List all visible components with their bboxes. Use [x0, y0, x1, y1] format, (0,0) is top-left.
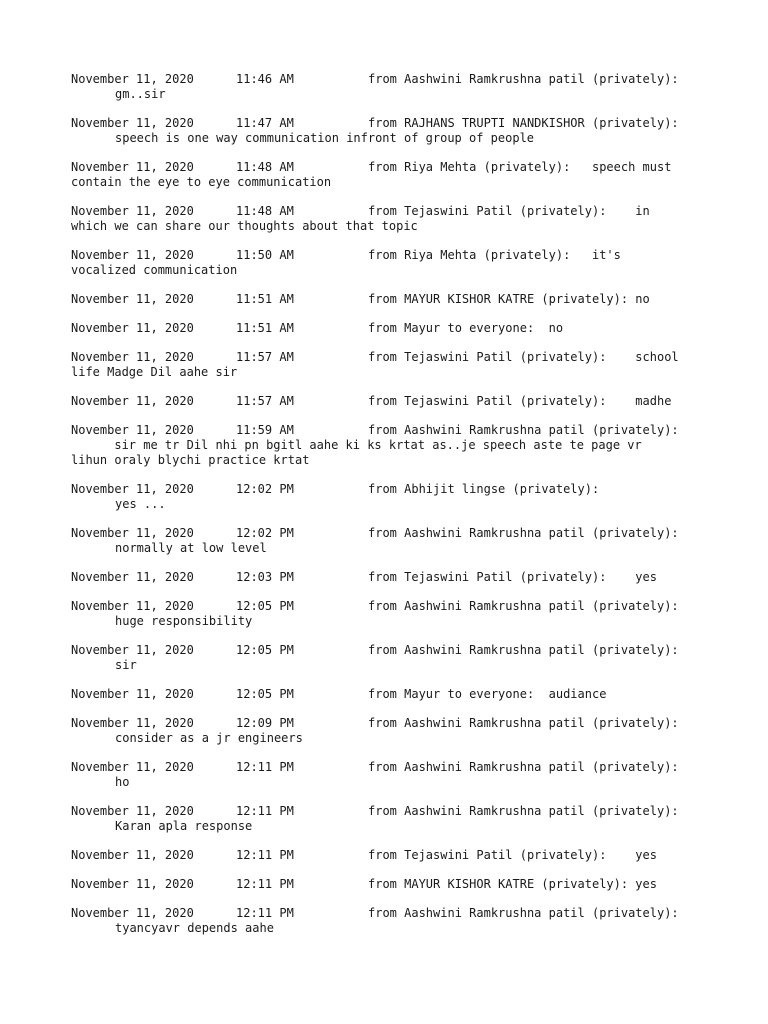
chat-entry [71, 248, 711, 278]
chat-entry [71, 906, 711, 936]
entry-header [71, 394, 711, 409]
entry-header [71, 687, 711, 702]
entry-time: 12:11 PM [236, 804, 294, 818]
entry-header [71, 716, 711, 731]
entry-time: 11:48 AM [236, 204, 294, 218]
entry-message-line: normally at low level [115, 541, 267, 555]
entry-time: 11:47 AM [236, 116, 294, 130]
entry-date: November 11, 2020 [71, 760, 194, 774]
entry-sender-line: from RAJHANS TRUPTI NANDKISHOR (privately): [368, 116, 679, 130]
entry-date: November 11, 2020 [71, 643, 194, 657]
entry-date: November 11, 2020 [71, 570, 194, 584]
entry-header [71, 570, 711, 585]
entry-message-line: sir [115, 658, 137, 672]
entry-time: 11:51 AM [236, 321, 294, 335]
chat-entry [71, 760, 711, 790]
entry-sender-line: from Mayur to everyone: no [368, 321, 564, 335]
chat-entry [71, 526, 711, 556]
entry-sender-line: from MAYUR KISHOR KATRE (privately): yes [368, 877, 657, 891]
entry-sender-line: from Abhijit lingse (privately): [368, 482, 600, 496]
entry-sender-line: from Aashwini Ramkrushna patil (privately): [368, 906, 679, 920]
entry-header [71, 804, 711, 819]
entry-header [71, 877, 711, 892]
entry-header [71, 292, 711, 307]
entry-message-line: speech is one way communication infront of group of people [115, 131, 535, 145]
entry-header [71, 160, 711, 175]
entry-message-line: lihun oraly blychi practice krtat [71, 453, 310, 467]
entry-time: 11:57 AM [236, 350, 294, 364]
chat-entry [71, 72, 711, 102]
entry-message-line: gm..sir [115, 87, 166, 101]
entry-header [71, 599, 711, 614]
chat-entry [71, 643, 711, 673]
entry-time: 11:50 AM [236, 248, 294, 262]
chat-entry [71, 160, 711, 190]
entry-sender-line: from Mayur to everyone: audiance [368, 687, 607, 701]
chat-entry [71, 423, 711, 468]
entry-time: 11:51 AM [236, 292, 294, 306]
entry-time: 11:46 AM [236, 72, 294, 86]
chat-entry [71, 394, 711, 409]
entry-date: November 11, 2020 [71, 482, 194, 496]
entry-sender-line: from Tejaswini Patil (privately): yes [368, 848, 657, 862]
entry-message-line: which we can share our thoughts about that topic [71, 219, 418, 233]
entry-sender-line: from Aashwini Ramkrushna patil (privately): [368, 526, 679, 540]
entry-time: 12:02 PM [236, 482, 294, 496]
entry-time: 12:05 PM [236, 599, 294, 613]
entry-header [71, 248, 711, 263]
entry-header [71, 906, 711, 921]
entry-date: November 11, 2020 [71, 423, 194, 437]
entry-header [71, 423, 711, 438]
entry-date: November 11, 2020 [71, 248, 194, 262]
entry-sender-line: from Aashwini Ramkrushna patil (privately): [368, 804, 679, 818]
entry-sender-line: from Aashwini Ramkrushna patil (privately): [368, 716, 679, 730]
entry-time: 12:11 PM [236, 760, 294, 774]
entry-time: 11:48 AM [236, 160, 294, 174]
chat-entry [71, 116, 711, 146]
entry-header [71, 482, 711, 497]
entry-time: 12:02 PM [236, 526, 294, 540]
entry-date: November 11, 2020 [71, 72, 194, 86]
entry-time: 12:11 PM [236, 877, 294, 891]
chat-entry [71, 350, 711, 380]
chat-entry [71, 599, 711, 629]
entry-header [71, 72, 711, 87]
entry-date: November 11, 2020 [71, 204, 194, 218]
entry-date: November 11, 2020 [71, 321, 194, 335]
entry-date: November 11, 2020 [71, 599, 194, 613]
entry-date: November 11, 2020 [71, 687, 194, 701]
entry-date: November 11, 2020 [71, 394, 194, 408]
entry-message-line: sir me tr Dil nhi pn bgitl aahe ki ks krtat as..je speech aste te page vr [71, 438, 642, 452]
entry-date: November 11, 2020 [71, 716, 194, 730]
entry-time: 11:57 AM [236, 394, 294, 408]
entry-date: November 11, 2020 [71, 116, 194, 130]
entry-time: 12:03 PM [236, 570, 294, 584]
entry-header [71, 116, 711, 131]
entry-date: November 11, 2020 [71, 848, 194, 862]
entry-message-line: life Madge Dil aahe sir [71, 365, 238, 379]
entry-date: November 11, 2020 [71, 877, 194, 891]
entry-date: November 11, 2020 [71, 906, 194, 920]
chat-entry [71, 321, 711, 336]
entry-message-line: yes ... [115, 497, 166, 511]
entry-header [71, 204, 711, 219]
entry-date: November 11, 2020 [71, 292, 194, 306]
entry-date: November 11, 2020 [71, 350, 194, 364]
entry-sender-line: from Aashwini Ramkrushna patil (privately): [368, 643, 679, 657]
entry-time: 12:09 PM [236, 716, 294, 730]
chat-entry [71, 292, 711, 307]
entry-sender-line: from Aashwini Ramkrushna patil (privately): [368, 599, 679, 613]
entry-sender-line: from Aashwini Ramkrushna patil (privately): [368, 72, 679, 86]
entry-sender-line: from Tejaswini Patil (privately): school [368, 350, 679, 364]
entry-time: 12:11 PM [236, 848, 294, 862]
entry-message-line: ho [115, 775, 130, 789]
entry-date: November 11, 2020 [71, 160, 194, 174]
entry-header [71, 760, 711, 775]
chat-entry [71, 204, 711, 234]
chat-entry [71, 570, 711, 585]
chat-entry [71, 877, 711, 892]
entry-message-line: consider as a jr engineers [115, 731, 303, 745]
entry-message-line: tyancyavr depends aahe [115, 921, 274, 935]
entry-time: 12:05 PM [236, 643, 294, 657]
entry-message-line: Karan apla response [115, 819, 253, 833]
entry-date: November 11, 2020 [71, 526, 194, 540]
entry-sender-line: from Tejaswini Patil (privately): yes [368, 570, 657, 584]
entry-time: 12:05 PM [236, 687, 294, 701]
chat-entry [71, 848, 711, 863]
entry-time: 11:59 AM [236, 423, 294, 437]
entry-sender-line: from Riya Mehta (privately): speech must [368, 160, 672, 174]
entry-message-line: vocalized communication [71, 263, 238, 277]
entry-sender-line: from Tejaswini Patil (privately): in [368, 204, 650, 218]
entry-sender-line: from Riya Mehta (privately): it's [368, 248, 621, 262]
chat-entry [71, 482, 711, 512]
entry-header [71, 321, 711, 336]
chat-entry [71, 804, 711, 834]
entry-sender-line: from MAYUR KISHOR KATRE (privately): no [368, 292, 650, 306]
entry-date: November 11, 2020 [71, 804, 194, 818]
entry-header [71, 350, 711, 365]
entry-header [71, 526, 711, 541]
entry-message-line: contain the eye to eye communication [71, 175, 332, 189]
entry-header [71, 643, 711, 658]
entry-sender-line: from Tejaswini Patil (privately): madhe [368, 394, 672, 408]
entry-sender-line: from Aashwini Ramkrushna patil (privately): [368, 760, 679, 774]
entry-header [71, 848, 711, 863]
entry-sender-line: from Aashwini Ramkrushna patil (privately): [368, 423, 679, 437]
chat-entry [71, 716, 711, 746]
entry-time: 12:11 PM [236, 906, 294, 920]
entry-message-line: huge responsibility [115, 614, 253, 628]
chat-entry [71, 687, 711, 702]
